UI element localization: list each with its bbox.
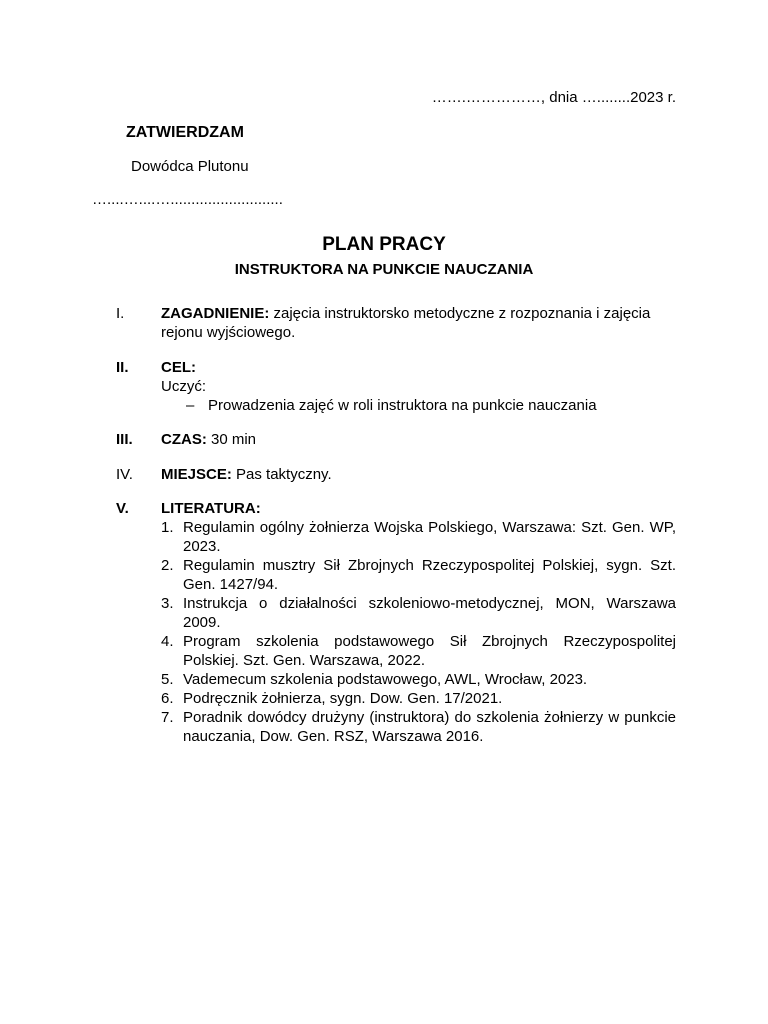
document-title: PLAN PRACY [322,234,446,255]
literature-number: 4. [161,633,174,650]
place-date-line: …….……………, dnia …........2023 r. [431,89,676,106]
section-label: LITERATURA: [161,500,261,517]
section-number-5: V. [116,500,129,517]
section-number-3: III. [116,431,133,448]
goal-item [161,396,676,415]
section-label: MIEJSCE: [161,466,232,483]
literature-item [161,689,676,708]
literature-text: Podręcznik żołnierza, sygn. Dow. Gen. 17/2021. [183,690,503,707]
literature-text: Program szkolenia podstawowego Sił Zbrojnych Rzeczypospolitej Polskiej. Szt. Gen. Warszawa, 2022. [183,633,676,669]
literature-text: Vademecum szkolenia podstawowego, AWL, Wrocław, 2023. [183,671,588,688]
section-topic [161,304,676,342]
literature-number: 3. [161,595,174,612]
section-text: zajęcia instruktorsko metodyczne z rozpoznania i zajęcia rejonu wyjściowego. [161,305,651,341]
literature-number: 1. [161,519,174,536]
goal-intro: Uczyć: [161,378,206,395]
approval-heading: ZATWIERDZAM [126,124,244,141]
literature-number: 6. [161,690,174,707]
section-label: CEL: [161,359,196,376]
section-number-1: I. [116,305,125,322]
literature-text: Regulamin musztry Sił Zbrojnych Rzeczypospolitej Polskiej, sygn. Szt. Gen. 1427/94. [183,557,676,593]
dash-bullet: – [186,397,195,414]
literature-text: Poradnik dowódcy drużyny (instruktora) do szkolenia żołnierzy w punkcie nauczania, Dow. Gen. RSZ, Warszawa 2016. [183,709,676,745]
section-number-4: IV. [116,466,133,483]
literature-item [161,556,676,594]
literature-list [161,518,676,746]
section-place [161,465,676,484]
literature-item [161,518,676,556]
literature-item [161,708,676,746]
commander-title: Dowódca Plutonu [131,158,249,175]
section-goal [161,358,676,415]
section-number-2: II. [116,359,129,376]
literature-number: 5. [161,671,174,688]
literature-item [161,594,676,632]
literature-number: 7. [161,709,174,726]
goal-item-text: Prowadzenia zajęć w roli instruktora na punkcie nauczania [208,397,597,414]
literature-item [161,632,676,670]
signature-line: …....…....…........................... [92,191,283,208]
section-label: ZAGADNIENIE: [161,305,270,322]
section-text: Pas taktyczny. [231,466,332,483]
section-time [161,430,676,449]
document-subtitle: INSTRUKTORA NA PUNKCIE NAUCZANIA [234,261,534,278]
section-label: CZAS: [161,431,207,448]
literature-text: Instrukcja o działalności szkoleniowo-metodycznej, MON, Warszawa 2009. [183,595,676,631]
literature-text: Regulamin ogólny żołnierza Wojska Polskiego, Warszawa: Szt. Gen. WP, 2023. [183,519,676,555]
section-text: 30 min [206,431,257,448]
literature-item [161,670,676,689]
section-literature [161,499,676,746]
literature-number: 2. [161,557,174,574]
